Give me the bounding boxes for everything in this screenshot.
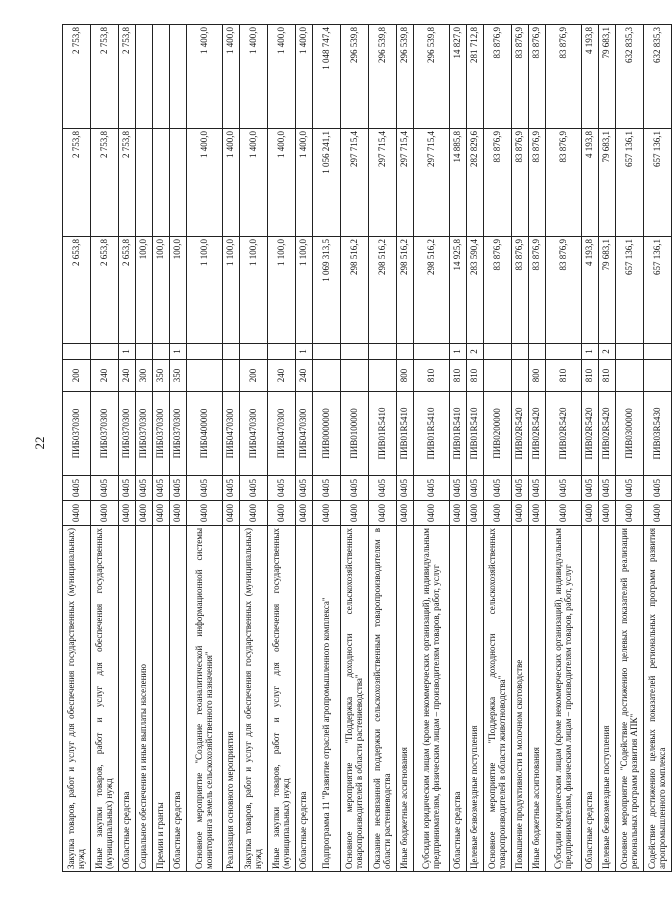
table-row bbox=[341, 25, 369, 872]
row-name: Реализация основного мероприятия bbox=[223, 526, 240, 872]
section-code: 0400 bbox=[119, 501, 136, 526]
expense-type-code: 810 bbox=[582, 360, 599, 392]
expense-type-code: 200 bbox=[240, 360, 268, 392]
funding-source-code bbox=[153, 344, 170, 360]
subsection-code: 0405 bbox=[296, 476, 313, 501]
amount-year-1: 100,0 bbox=[170, 237, 187, 344]
amount-year-3 bbox=[170, 25, 187, 129]
funding-source-code bbox=[644, 344, 672, 360]
amount-year-1: 657 136,1 bbox=[616, 237, 644, 344]
row-name: Областные средства bbox=[296, 526, 313, 872]
subsection-code: 0405 bbox=[136, 476, 153, 501]
subsection-code: 0405 bbox=[529, 476, 546, 501]
funding-source-code bbox=[369, 344, 397, 360]
funding-source-code bbox=[484, 344, 512, 360]
section-code: 0400 bbox=[644, 501, 672, 526]
funding-source-code bbox=[616, 344, 644, 360]
funding-source-code: 2 bbox=[599, 344, 616, 360]
amount-year-2: 657 136,1 bbox=[644, 129, 672, 237]
amount-year-3: 296 539,8 bbox=[414, 25, 450, 129]
target-article-code: ПИБ0370300 bbox=[136, 392, 153, 476]
subsection-code: 0405 bbox=[512, 476, 529, 501]
target-article-code: ПИБ0370300 bbox=[170, 392, 187, 476]
amount-year-1: 83 876,9 bbox=[512, 237, 529, 344]
amount-year-2: 297 715,4 bbox=[414, 129, 450, 237]
amount-year-2: 4 193,8 bbox=[582, 129, 599, 237]
amount-year-3: 632 835,3 bbox=[616, 25, 644, 129]
row-name: Субсидии юридическим лицам (кроме некоммерческих организаций), индивидуальным предпринимателям, физическим лицам – производителям товаров, работ, услуг bbox=[546, 526, 582, 872]
amount-year-1: 1 100,0 bbox=[187, 237, 223, 344]
amount-year-1: 4 193,8 bbox=[582, 237, 599, 344]
amount-year-1: 83 876,9 bbox=[529, 237, 546, 344]
row-name: Основное мероприятие "Поддержка доходности сельскохозяйственных товаропроизводителей в области растениеводства" bbox=[341, 526, 369, 872]
table-row bbox=[512, 25, 529, 872]
amount-year-1: 2 653,8 bbox=[91, 237, 119, 344]
target-article-code: ПИБ0370300 bbox=[63, 392, 91, 476]
funding-source-code bbox=[313, 344, 341, 360]
row-name: Областные средства bbox=[450, 526, 467, 872]
section-code: 0400 bbox=[91, 501, 119, 526]
target-article-code: ПИВ01R5410 bbox=[450, 392, 467, 476]
table-row bbox=[170, 25, 187, 872]
target-article-code: ПИВ0300000 bbox=[616, 392, 644, 476]
row-name: Закупка товаров, работ и услуг для обеспечения государственных (муниципальных) нужд bbox=[63, 526, 91, 872]
funding-source-code bbox=[529, 344, 546, 360]
funding-source-code bbox=[341, 344, 369, 360]
amount-year-2: 2 753,8 bbox=[63, 129, 91, 237]
amount-year-3 bbox=[153, 25, 170, 129]
amount-year-2: 83 876,9 bbox=[529, 129, 546, 237]
amount-year-3: 632 835,3 bbox=[644, 25, 672, 129]
expense-type-code: 240 bbox=[296, 360, 313, 392]
amount-year-3: 83 876,9 bbox=[484, 25, 512, 129]
funding-source-code bbox=[512, 344, 529, 360]
table-row bbox=[240, 25, 268, 872]
table-row bbox=[467, 25, 484, 872]
subsection-code: 0405 bbox=[240, 476, 268, 501]
target-article-code: ПИБ0470300 bbox=[240, 392, 268, 476]
subsection-code: 0405 bbox=[644, 476, 672, 501]
subsection-code: 0405 bbox=[187, 476, 223, 501]
section-code: 0400 bbox=[397, 501, 414, 526]
subsection-code: 0405 bbox=[599, 476, 616, 501]
table-row bbox=[450, 25, 467, 872]
target-article-code: ПИВ02R5420 bbox=[512, 392, 529, 476]
expense-type-code: 810 bbox=[546, 360, 582, 392]
expense-type-code: 200 bbox=[63, 360, 91, 392]
amount-year-1: 657 136,1 bbox=[644, 237, 672, 344]
table-row bbox=[223, 25, 240, 872]
target-article-code: ПИВ02R5420 bbox=[529, 392, 546, 476]
amount-year-3: 14 827,0 bbox=[450, 25, 467, 129]
subsection-code: 0405 bbox=[369, 476, 397, 501]
expense-type-code bbox=[644, 360, 672, 392]
amount-year-2 bbox=[153, 129, 170, 237]
amount-year-3: 1 048 747,4 bbox=[313, 25, 341, 129]
amount-year-3: 296 539,8 bbox=[341, 25, 369, 129]
amount-year-1: 2 653,8 bbox=[119, 237, 136, 344]
funding-source-code bbox=[240, 344, 268, 360]
subsection-code: 0405 bbox=[450, 476, 467, 501]
expense-type-code: 350 bbox=[170, 360, 187, 392]
section-code: 0400 bbox=[616, 501, 644, 526]
target-article-code: ПИВ0000000 bbox=[313, 392, 341, 476]
budget-table bbox=[62, 24, 672, 872]
table-row bbox=[153, 25, 170, 872]
expense-type-code: 800 bbox=[397, 360, 414, 392]
amount-year-2: 1 400,0 bbox=[268, 129, 296, 237]
amount-year-2 bbox=[170, 129, 187, 237]
section-code: 0400 bbox=[187, 501, 223, 526]
funding-source-code bbox=[187, 344, 223, 360]
table-row bbox=[136, 25, 153, 872]
amount-year-2: 1 400,0 bbox=[223, 129, 240, 237]
funding-source-code bbox=[414, 344, 450, 360]
target-article-code: ПИВ02R5420 bbox=[599, 392, 616, 476]
amount-year-2: 297 715,4 bbox=[397, 129, 414, 237]
amount-year-1: 79 683,1 bbox=[599, 237, 616, 344]
table-row bbox=[268, 25, 296, 872]
section-code: 0400 bbox=[268, 501, 296, 526]
table-row bbox=[296, 25, 313, 872]
expense-type-code bbox=[187, 360, 223, 392]
section-code: 0400 bbox=[512, 501, 529, 526]
expense-type-code: 300 bbox=[136, 360, 153, 392]
amount-year-1: 14 925,8 bbox=[450, 237, 467, 344]
amount-year-1: 100,0 bbox=[136, 237, 153, 344]
target-article-code: ПИБ0470300 bbox=[268, 392, 296, 476]
subsection-code: 0405 bbox=[414, 476, 450, 501]
amount-year-2: 657 136,1 bbox=[616, 129, 644, 237]
row-name: Областные средства bbox=[170, 526, 187, 872]
amount-year-2: 2 753,8 bbox=[119, 129, 136, 237]
section-code: 0400 bbox=[136, 501, 153, 526]
expense-type-code bbox=[369, 360, 397, 392]
target-article-code: ПИВ02R5420 bbox=[546, 392, 582, 476]
target-article-code: ПИВ01R5410 bbox=[397, 392, 414, 476]
table-row bbox=[119, 25, 136, 872]
subsection-code: 0405 bbox=[63, 476, 91, 501]
funding-source-code bbox=[546, 344, 582, 360]
target-article-code: ПИБ0370300 bbox=[119, 392, 136, 476]
target-article-code: ПИВ0200000 bbox=[484, 392, 512, 476]
expense-type-code: 240 bbox=[268, 360, 296, 392]
section-code: 0400 bbox=[467, 501, 484, 526]
row-name: Основное мероприятие "Создание геоаналитической информационной системы мониторинга земель сельскохозяйственного назначения" bbox=[187, 526, 223, 872]
funding-source-code bbox=[268, 344, 296, 360]
section-code: 0400 bbox=[240, 501, 268, 526]
amount-year-2: 83 876,9 bbox=[546, 129, 582, 237]
subsection-code: 0405 bbox=[119, 476, 136, 501]
subsection-code: 0405 bbox=[484, 476, 512, 501]
target-article-code: ПИВ02R5420 bbox=[582, 392, 599, 476]
section-code: 0400 bbox=[296, 501, 313, 526]
row-name: Целевые безвозмездные поступления bbox=[467, 526, 484, 872]
amount-year-3: 281 712,8 bbox=[467, 25, 484, 129]
table-body bbox=[63, 25, 672, 872]
row-name: Областные средства bbox=[582, 526, 599, 872]
funding-source-code: 1 bbox=[582, 344, 599, 360]
subsection-code: 0405 bbox=[91, 476, 119, 501]
table-row bbox=[582, 25, 599, 872]
row-name: Субсидии юридическим лицам (кроме некоммерческих организаций), индивидуальным предпринимателям, физическим лицам – производителям товаров, работ, услуг bbox=[414, 526, 450, 872]
table-row bbox=[546, 25, 582, 872]
amount-year-3: 1 400,0 bbox=[240, 25, 268, 129]
subsection-code: 0405 bbox=[341, 476, 369, 501]
table-row bbox=[644, 25, 672, 872]
amount-year-1: 1 100,0 bbox=[223, 237, 240, 344]
expense-type-code: 810 bbox=[599, 360, 616, 392]
funding-source-code: 2 bbox=[467, 344, 484, 360]
table-row bbox=[616, 25, 644, 872]
section-code: 0400 bbox=[369, 501, 397, 526]
funding-source-code: 1 bbox=[296, 344, 313, 360]
expense-type-code bbox=[512, 360, 529, 392]
section-code: 0400 bbox=[153, 501, 170, 526]
expense-type-code: 810 bbox=[467, 360, 484, 392]
section-code: 0400 bbox=[63, 501, 91, 526]
subsection-code: 0405 bbox=[268, 476, 296, 501]
amount-year-2: 1 400,0 bbox=[187, 129, 223, 237]
section-code: 0400 bbox=[313, 501, 341, 526]
amount-year-2: 14 885,8 bbox=[450, 129, 467, 237]
subsection-code: 0405 bbox=[153, 476, 170, 501]
expense-type-code: 810 bbox=[414, 360, 450, 392]
funding-source-code bbox=[91, 344, 119, 360]
expense-type-code bbox=[616, 360, 644, 392]
amount-year-3: 1 400,0 bbox=[223, 25, 240, 129]
amount-year-1: 2 653,8 bbox=[63, 237, 91, 344]
amount-year-3: 4 193,8 bbox=[582, 25, 599, 129]
row-name: Иные закупки товаров, работ и услуг для обеспечения государственных (муниципальных) нужд bbox=[91, 526, 119, 872]
amount-year-2: 297 715,4 bbox=[341, 129, 369, 237]
amount-year-1: 83 876,9 bbox=[546, 237, 582, 344]
table-row bbox=[484, 25, 512, 872]
amount-year-2: 83 876,9 bbox=[484, 129, 512, 237]
subsection-code: 0405 bbox=[467, 476, 484, 501]
table-row bbox=[313, 25, 341, 872]
section-code: 0400 bbox=[414, 501, 450, 526]
table-row bbox=[369, 25, 397, 872]
amount-year-3: 79 683,1 bbox=[599, 25, 616, 129]
amount-year-1: 1 100,0 bbox=[296, 237, 313, 344]
target-article-code: ПИБ0370300 bbox=[153, 392, 170, 476]
amount-year-2: 1 400,0 bbox=[296, 129, 313, 237]
expense-type-code: 800 bbox=[529, 360, 546, 392]
amount-year-1: 100,0 bbox=[153, 237, 170, 344]
funding-source-code: 1 bbox=[170, 344, 187, 360]
amount-year-2: 1 056 241,1 bbox=[313, 129, 341, 237]
expense-type-code: 240 bbox=[91, 360, 119, 392]
subsection-code: 0405 bbox=[313, 476, 341, 501]
amount-year-2: 1 400,0 bbox=[240, 129, 268, 237]
subsection-code: 0405 bbox=[546, 476, 582, 501]
section-code: 0400 bbox=[599, 501, 616, 526]
amount-year-2 bbox=[136, 129, 153, 237]
amount-year-3: 83 876,9 bbox=[512, 25, 529, 129]
expense-type-code: 240 bbox=[119, 360, 136, 392]
row-name: Основное мероприятие "Поддержка доходности сельскохозяйственных товаропроизводителей в области животноводства" bbox=[484, 526, 512, 872]
amount-year-3: 296 539,8 bbox=[397, 25, 414, 129]
section-code: 0400 bbox=[484, 501, 512, 526]
table-row bbox=[63, 25, 91, 872]
amount-year-1: 1 100,0 bbox=[240, 237, 268, 344]
amount-year-3: 83 876,9 bbox=[546, 25, 582, 129]
section-code: 0400 bbox=[582, 501, 599, 526]
row-name: Областные средства bbox=[119, 526, 136, 872]
amount-year-3 bbox=[136, 25, 153, 129]
target-article-code: ПИВ0100000 bbox=[341, 392, 369, 476]
row-name: Иные бюджетные ассигнования bbox=[529, 526, 546, 872]
row-name: Иные бюджетные ассигнования bbox=[397, 526, 414, 872]
funding-source-code: 1 bbox=[119, 344, 136, 360]
section-code: 0400 bbox=[529, 501, 546, 526]
row-name: Иные закупки товаров, работ и услуг для обеспечения государственных (муниципальных) нужд bbox=[268, 526, 296, 872]
target-article-code: ПИВ01R5410 bbox=[369, 392, 397, 476]
section-code: 0400 bbox=[223, 501, 240, 526]
expense-type-code: 810 bbox=[450, 360, 467, 392]
rotated-table-container bbox=[62, 25, 667, 872]
subsection-code: 0405 bbox=[616, 476, 644, 501]
amount-year-1: 298 516,2 bbox=[414, 237, 450, 344]
amount-year-1: 298 516,2 bbox=[369, 237, 397, 344]
table-row bbox=[599, 25, 616, 872]
section-code: 0400 bbox=[450, 501, 467, 526]
row-name: Премии и гранты bbox=[153, 526, 170, 872]
amount-year-1: 1 100,0 bbox=[268, 237, 296, 344]
funding-source-code: 1 bbox=[450, 344, 467, 360]
target-article-code: ПИБ0370300 bbox=[91, 392, 119, 476]
funding-source-code bbox=[136, 344, 153, 360]
amount-year-1: 298 516,2 bbox=[397, 237, 414, 344]
funding-source-code bbox=[397, 344, 414, 360]
table-row bbox=[187, 25, 223, 872]
table-row bbox=[91, 25, 119, 872]
target-article-code: ПИВ01R5410 bbox=[467, 392, 484, 476]
funding-source-code bbox=[63, 344, 91, 360]
amount-year-1: 1 069 313,5 bbox=[313, 237, 341, 344]
amount-year-2: 282 829,6 bbox=[467, 129, 484, 237]
amount-year-3: 1 400,0 bbox=[268, 25, 296, 129]
row-name: Основное мероприятие "Содействие достижению целевых показателей реализации региональных программ развития АПК" bbox=[616, 526, 644, 872]
row-name: Подпрограмма 11 "Развитие отраслей агропромышленного комплекса" bbox=[313, 526, 341, 872]
expense-type-code bbox=[313, 360, 341, 392]
row-name: Содействие достижению целевых показателей региональных программ развития агропромышленного комплекса bbox=[644, 526, 672, 872]
amount-year-1: 83 876,9 bbox=[484, 237, 512, 344]
amount-year-1: 298 516,2 bbox=[341, 237, 369, 344]
amount-year-2: 83 876,9 bbox=[512, 129, 529, 237]
target-article-code: ПИБ0470300 bbox=[223, 392, 240, 476]
table-row bbox=[529, 25, 546, 872]
amount-year-3: 1 400,0 bbox=[187, 25, 223, 129]
row-name: Целевые безвозмездные поступления bbox=[599, 526, 616, 872]
table-row bbox=[414, 25, 450, 872]
expense-type-code bbox=[484, 360, 512, 392]
amount-year-3: 296 539,8 bbox=[369, 25, 397, 129]
target-article-code: ПИБ0400000 bbox=[187, 392, 223, 476]
subsection-code: 0405 bbox=[223, 476, 240, 501]
amount-year-3: 2 753,8 bbox=[119, 25, 136, 129]
row-name: Повышение продуктивности в молочном скотоводстве bbox=[512, 526, 529, 872]
row-name: Оказание несвязанной поддержки сельскохозяйственным товаропроизводителям в области растениеводства bbox=[369, 526, 397, 872]
target-article-code: ПИВ03R5430 bbox=[644, 392, 672, 476]
amount-year-3: 1 400,0 bbox=[296, 25, 313, 129]
subsection-code: 0405 bbox=[170, 476, 187, 501]
amount-year-1: 283 590,4 bbox=[467, 237, 484, 344]
funding-source-code bbox=[223, 344, 240, 360]
subsection-code: 0405 bbox=[397, 476, 414, 501]
amount-year-3: 2 753,8 bbox=[91, 25, 119, 129]
amount-year-2: 2 753,8 bbox=[91, 129, 119, 237]
subsection-code: 0405 bbox=[582, 476, 599, 501]
target-article-code: ПИБ0470300 bbox=[296, 392, 313, 476]
expense-type-code bbox=[341, 360, 369, 392]
target-article-code: ПИВ01R5410 bbox=[414, 392, 450, 476]
section-code: 0400 bbox=[341, 501, 369, 526]
expense-type-code: 350 bbox=[153, 360, 170, 392]
amount-year-3: 2 753,8 bbox=[63, 25, 91, 129]
page-number: 22 bbox=[32, 436, 47, 450]
expense-type-code bbox=[223, 360, 240, 392]
row-name: Социальное обеспечение и иные выплаты населению bbox=[136, 526, 153, 872]
amount-year-2: 297 715,4 bbox=[369, 129, 397, 237]
section-code: 0400 bbox=[170, 501, 187, 526]
table-row bbox=[397, 25, 414, 872]
section-code: 0400 bbox=[546, 501, 582, 526]
amount-year-3: 83 876,9 bbox=[529, 25, 546, 129]
amount-year-2: 79 683,1 bbox=[599, 129, 616, 237]
row-name: Закупка товаров, работ и услуг для обеспечения государственных (муниципальных) нужд bbox=[240, 526, 268, 872]
